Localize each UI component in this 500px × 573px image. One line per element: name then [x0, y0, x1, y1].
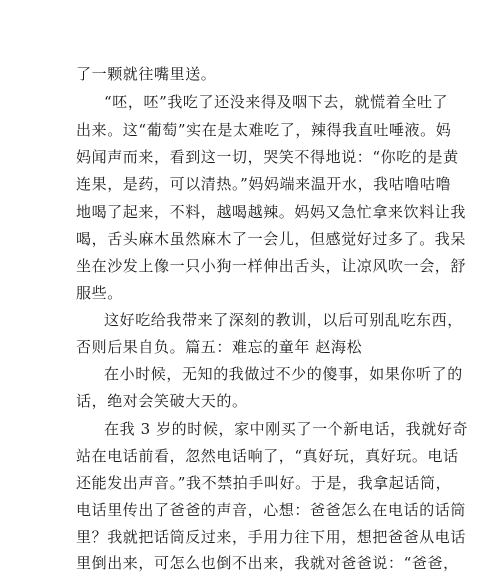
- text-line: 出来。这“葡萄”实在是太难吃了，辣得我直吐唾液。妈: [76, 121, 452, 139]
- text-line: 在我 3 岁的时候，家中刚买了一个新电话，我就好奇: [104, 420, 469, 438]
- text-line: 话，绝对会笑破大天的。: [76, 392, 248, 410]
- text-line: 地喝了起来，不料，越喝越辣。妈妈又急忙拿来饮料让我: [76, 203, 467, 221]
- text-line: 服些。: [76, 284, 123, 302]
- text-line: 站在电话前看，忽然电话响了，“真好玩，真好玩。电话: [76, 447, 459, 465]
- text-line: 了一颗就往嘴里送。: [76, 65, 217, 83]
- text-line: 坐在沙发上像一只小狗一样伸出舌头，让凉风吹一会，舒: [76, 257, 467, 275]
- text-line: 连果，是药，可以清热。”妈妈端来温开水，我咕噜咕噜: [76, 175, 452, 193]
- text-line: 喝，舌头麻木虽然麻木了一会儿，但感觉好过多了。我呆: [76, 230, 467, 248]
- text-line: 妈闻声而来，看到这一切，哭笑不得地说：“你吃的是黄: [76, 148, 459, 166]
- text-line: 还能发出声音。”我不禁拍手叫好。于是，我拿起话筒，: [76, 474, 452, 492]
- text-line: 电话里传出了爸爸的声音，心想：爸爸怎么在电话的话筒: [76, 501, 467, 519]
- text-line: 这好吃给我带来了深刻的教训，以后可别乱吃东西，: [104, 311, 463, 329]
- text-line: 里？我就把话筒反过来，手用力往下用，想把爸爸从电话: [76, 528, 467, 546]
- text-line: 里倒出来，可怎么也倒不出来，我就对爸爸说：“爸爸，: [76, 554, 459, 572]
- text-line: 在小时候，无知的我做过不少的傻事，如果你听了的: [104, 365, 463, 383]
- text-line: 否则后果自负。篇五：难忘的童年 赵海松: [76, 338, 363, 356]
- text-line: “呸，呸”我吃了还没来得及咽下去，就慌着全吐了: [104, 93, 449, 111]
